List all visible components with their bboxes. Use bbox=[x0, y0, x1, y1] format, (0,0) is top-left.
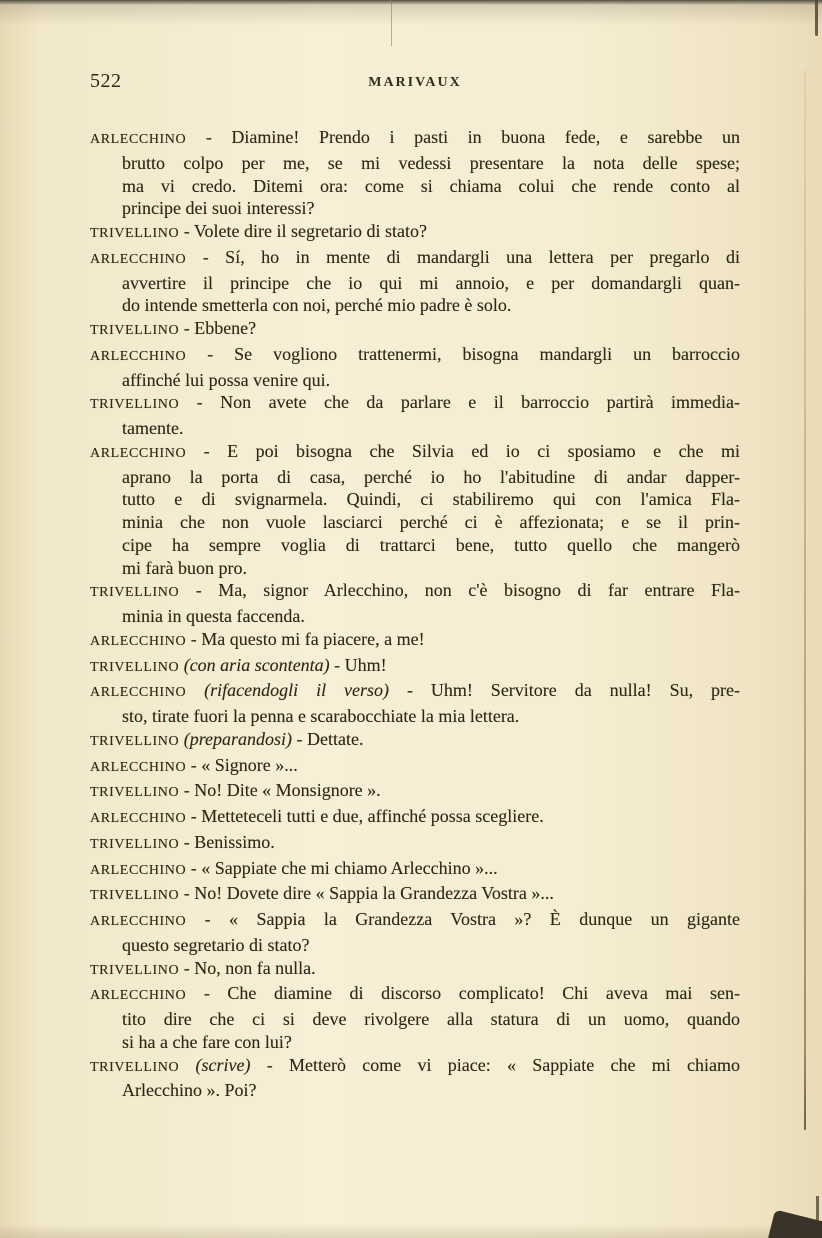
speaker-name: ARLECCHINO bbox=[90, 633, 187, 649]
speech-line: mi farà buon pro. bbox=[122, 557, 247, 578]
speaker-name: ARLECCHINO bbox=[90, 685, 187, 701]
stage-direction: (preparandosi) bbox=[179, 728, 293, 749]
speaker-name: TRIVELLINO bbox=[90, 888, 180, 904]
page-edge-line bbox=[804, 70, 806, 1130]
speaker-name: ARLECCHINO bbox=[90, 988, 187, 1004]
speech-text: - Diamine! Prendo i pasti in buona fede, e sarebbe un bbox=[186, 127, 740, 147]
speech-text: - « Signore »... bbox=[186, 754, 298, 775]
speaker-name: TRIVELLINO bbox=[90, 659, 180, 675]
speech-line: avvertire il principe che io qui mi annoio, e per domandargli quan- bbox=[122, 272, 740, 293]
speech bbox=[90, 126, 740, 220]
speaker-name: TRIVELLINO bbox=[90, 733, 180, 749]
speech bbox=[90, 754, 740, 780]
speaker-name: ARLECCHINO bbox=[90, 759, 187, 775]
running-header: MARIVAUX bbox=[368, 75, 462, 90]
speech bbox=[90, 957, 740, 983]
speech-text: - Ma, signor Arlecchino, non c'è bisogno di far entrare Fla- bbox=[179, 580, 740, 601]
speech-text: - Uhm! Servitore da nulla! Su, pre- bbox=[389, 680, 740, 701]
speech-first-line bbox=[90, 126, 740, 152]
speaker-name: TRIVELLINO bbox=[90, 962, 180, 978]
speaker-name: ARLECCHINO bbox=[90, 445, 187, 461]
speech-first-line bbox=[90, 220, 740, 246]
speaker-name: ARLECCHINO bbox=[90, 862, 187, 878]
speech bbox=[90, 440, 740, 580]
speaker-name: ARLECCHINO bbox=[90, 132, 187, 147]
speech-text: - No! Dovete dire « Sappia la Grandezza Vostra »... bbox=[179, 883, 554, 904]
speech bbox=[90, 982, 740, 1053]
speech-text: - Ma questo mi fa piacere, a me! bbox=[186, 628, 425, 649]
speech bbox=[90, 391, 740, 440]
speech-first-line bbox=[90, 343, 740, 369]
speaker-name: TRIVELLINO bbox=[90, 585, 180, 601]
speech-line: si ha a che fare con lui? bbox=[122, 1031, 292, 1052]
speech-text: - Benissimo. bbox=[179, 831, 275, 852]
speaker-name: ARLECCHINO bbox=[90, 914, 187, 929]
speech bbox=[90, 779, 740, 805]
speech-text: - Uhm! bbox=[329, 654, 387, 675]
speech-first-line bbox=[90, 440, 740, 466]
speech-text: - Metterò come vi piace: « Sappiate che mi chiamo bbox=[250, 1054, 741, 1075]
speech-first-line bbox=[90, 779, 740, 805]
scan-right-edge-mark bbox=[815, 0, 818, 36]
speech bbox=[90, 654, 740, 680]
speech-first-line bbox=[90, 754, 740, 780]
speaker-name: TRIVELLINO bbox=[90, 226, 180, 241]
speech bbox=[90, 579, 740, 628]
speech-first-line bbox=[90, 982, 740, 1008]
speech bbox=[90, 908, 740, 957]
speech bbox=[90, 831, 740, 857]
speech-first-line bbox=[90, 857, 740, 883]
speech-text: - Dettate. bbox=[292, 728, 364, 749]
speaker-name: ARLECCHINO bbox=[90, 348, 187, 364]
speech-first-line bbox=[90, 679, 740, 705]
speech-first-line bbox=[90, 391, 740, 417]
page-number: 522 bbox=[90, 70, 122, 92]
speech-text: - Metteteceli tutti e due, affinché possa scegliere. bbox=[186, 806, 544, 826]
speech bbox=[90, 805, 740, 831]
speech-text: - Sí, ho in mente di mandargli una lettera per pregarlo di bbox=[186, 246, 740, 267]
speech bbox=[90, 679, 740, 728]
speech-first-line bbox=[90, 882, 740, 908]
speech-text: - Che diamine di discorso complicato! Chi aveva mai sen- bbox=[186, 983, 740, 1004]
speech-line: do intende smetterla con noi, perché mio padre è solo. bbox=[122, 295, 512, 316]
dialogue-text bbox=[90, 126, 740, 1102]
speaker-name: TRIVELLINO bbox=[90, 323, 180, 338]
speech-first-line bbox=[90, 579, 740, 605]
speech-text: - Volete dire il segretario di stato? bbox=[179, 221, 427, 241]
speech bbox=[90, 246, 740, 317]
speech-text: - No, non fa nulla. bbox=[179, 957, 316, 978]
speech-line: affinché lui possa venire qui. bbox=[122, 369, 331, 390]
speech-first-line bbox=[90, 728, 740, 754]
speaker-name: TRIVELLINO bbox=[90, 836, 180, 852]
speech bbox=[90, 343, 740, 392]
speech-line: tito dire che ci si deve rivolgere alla statura di un uomo, quando bbox=[122, 1009, 740, 1029]
speech-line: questo segretario di stato? bbox=[122, 934, 310, 955]
speech-line: ma vi credo. Ditemi ora: come si chiama colui che rende conto al bbox=[122, 175, 740, 196]
speech-first-line bbox=[90, 317, 740, 343]
speech-text: - Non avete che da parlare e il barroccio partirà immedia- bbox=[179, 392, 740, 413]
speech-first-line bbox=[90, 908, 740, 934]
speech-first-line bbox=[90, 246, 740, 272]
speaker-name: ARLECCHINO bbox=[90, 251, 187, 267]
speech-first-line bbox=[90, 805, 740, 831]
speaker-name: TRIVELLINO bbox=[90, 785, 180, 801]
stage-direction: (con aria scontenta) bbox=[179, 654, 330, 675]
scan-top-edge-shadow bbox=[0, 0, 822, 5]
speech-line: tutto e di svignarmela. Quindi, ci stabiliremo qui con l'amica Fla- bbox=[122, 489, 740, 510]
speaker-name: ARLECCHINO bbox=[90, 811, 187, 826]
speech-first-line bbox=[90, 628, 740, 654]
speech-line: minia in questa faccenda. bbox=[122, 606, 305, 626]
speech-first-line bbox=[90, 957, 740, 983]
scan-fold-line bbox=[391, 0, 392, 46]
speech bbox=[90, 728, 740, 754]
speech-line: aprano la porta di casa, perché io ho l'abitudine di andar dapper- bbox=[122, 466, 740, 487]
speech bbox=[90, 628, 740, 654]
speech-first-line bbox=[90, 1054, 740, 1080]
speaker-name: TRIVELLINO bbox=[90, 397, 180, 413]
speech-line: principe dei suoi interessi? bbox=[122, 198, 315, 219]
speech bbox=[90, 317, 740, 343]
speech-text: - « Sappia la Grandezza Vostra »? È dunque un gigante bbox=[186, 909, 740, 929]
speech-text: - « Sappiate che mi chiamo Arlecchino »... bbox=[186, 857, 498, 878]
speech-text: - Ebbene? bbox=[179, 318, 257, 338]
speech bbox=[90, 1054, 740, 1103]
speech-line: minia che non vuole lasciarci perché ci è affezionata; e se il prin- bbox=[122, 512, 740, 532]
speech-line: brutto colpo per me, se mi vedessi presentare la nota delle spese; bbox=[122, 152, 740, 173]
speech-line: sto, tirate fuori la penna e scarabocchiate la mia lettera. bbox=[122, 706, 520, 726]
speech-line: Arlecchino ». Poi? bbox=[122, 1080, 257, 1101]
speech-text: - Se vogliono trattenermi, bisogna mandargli un barroccio bbox=[186, 343, 740, 364]
speech-first-line bbox=[90, 831, 740, 857]
speech-text: - No! Dite « Monsignore ». bbox=[179, 780, 381, 801]
speech bbox=[90, 220, 740, 246]
stage-direction: (scrive) bbox=[179, 1054, 251, 1075]
speech-line: cipe ha sempre voglia di trattarci bene, tutto quello che mangerò bbox=[122, 534, 740, 555]
stage-direction: (rifacendogli il verso) bbox=[186, 680, 390, 701]
speaker-name: TRIVELLINO bbox=[90, 1059, 180, 1075]
speech-text: - E poi bisogna che Silvia ed io ci sposiamo e che mi bbox=[186, 440, 740, 461]
speech-first-line bbox=[90, 654, 740, 680]
speech bbox=[90, 882, 740, 908]
speech bbox=[90, 857, 740, 883]
page-header bbox=[90, 70, 740, 96]
speech-line: tamente. bbox=[122, 418, 184, 438]
